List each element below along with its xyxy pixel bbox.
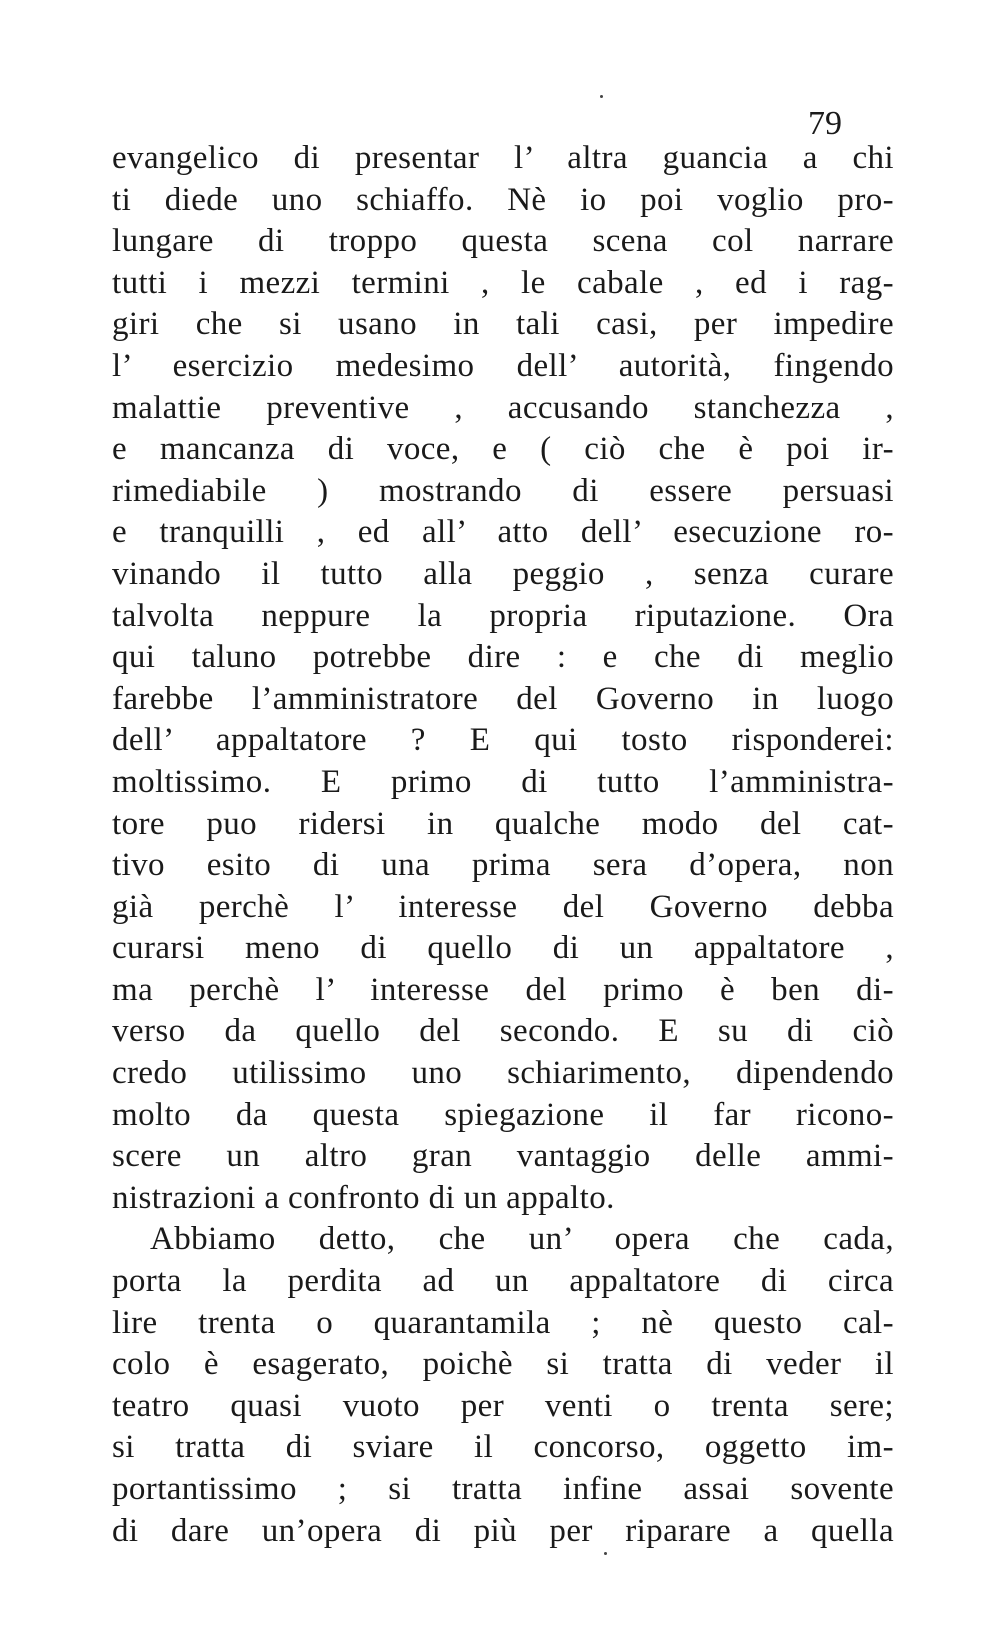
text-line: malattie preventive , accusando stanchezza , <box>112 389 894 426</box>
text-line: tutti i mezzi termini , le cabale , ed i rag- <box>112 264 894 301</box>
text-line: talvolta neppure la propria riputazione. Ora <box>112 597 894 634</box>
body-text <box>112 138 894 1552</box>
text-line: farebbe l’amministratore del Governo in luogo <box>112 680 894 717</box>
text-line: lungare di troppo questa scena col narrare <box>112 223 894 260</box>
text-line: si tratta di sviare il concorso, oggetto im- <box>112 1429 894 1466</box>
text-line: vinando il tutto alla peggio , senza curare <box>112 555 894 592</box>
text-line: colo è esagerato, poichè si tratta di veder il <box>112 1346 894 1383</box>
text-line: teatro quasi vuoto per venti o trenta sere; <box>112 1387 894 1424</box>
text-line: rimediabile ) mostrando di essere persuasi <box>112 472 894 509</box>
text-line: porta la perdita ad un appaltatore di circa <box>112 1263 894 1300</box>
text-line: lire trenta o quarantamila ; nè questo cal- <box>112 1304 894 1341</box>
page-number: 79 <box>808 105 842 142</box>
text-line: l’ esercizio medesimo dell’ autorità, fingendo <box>112 347 894 384</box>
text-line: giri che si usano in tali casi, per impedire <box>112 306 894 343</box>
text-line: verso da quello del secondo. E su di ciò <box>112 1013 894 1050</box>
text-line: e tranquilli , ed all’ atto dell’ esecuzione ro- <box>112 514 894 551</box>
text-line: di dare un’opera di più per riparare a quella <box>112 1512 894 1549</box>
text-line: scere un altro gran vantaggio delle ammi- <box>112 1138 894 1175</box>
text-line: credo utilissimo uno schiarimento, dipendendo <box>112 1055 894 1092</box>
text-line: già perchè l’ interesse del Governo debba <box>112 888 894 925</box>
text-line: tivo esito di una prima sera d’opera, non <box>112 847 894 884</box>
text-line: evangelico di presentar l’ altra guancia a chi <box>112 140 894 176</box>
text-line: dell’ appaltatore ? E qui tosto risponderei: <box>112 722 894 759</box>
paper-speck <box>600 95 603 98</box>
paper-speck <box>604 1552 607 1555</box>
text-line: nistrazioni a confronto di un appalto. <box>112 1179 615 1216</box>
text-line: Abbiamo detto, che un’ opera che cada, <box>150 1221 894 1258</box>
text-line: moltissimo. E primo di tutto l’amministra- <box>112 763 894 800</box>
text-line: tore puo ridersi in qualche modo del cat- <box>112 805 894 842</box>
text-line: molto da questa spiegazione il far ricono- <box>112 1096 894 1133</box>
text-line: ti diede uno schiaffo. Nè io poi voglio pro- <box>112 181 894 218</box>
text-line: curarsi meno di quello di un appaltatore , <box>112 930 894 967</box>
text-line: ma perchè l’ interesse del primo è ben di- <box>112 971 894 1008</box>
text-line: qui taluno potrebbe dire : e che di meglio <box>112 639 894 676</box>
text-line: e mancanza di voce, e ( ciò che è poi ir- <box>112 431 894 468</box>
text-line: portantissimo ; si tratta infine assai sovente <box>112 1471 894 1507</box>
